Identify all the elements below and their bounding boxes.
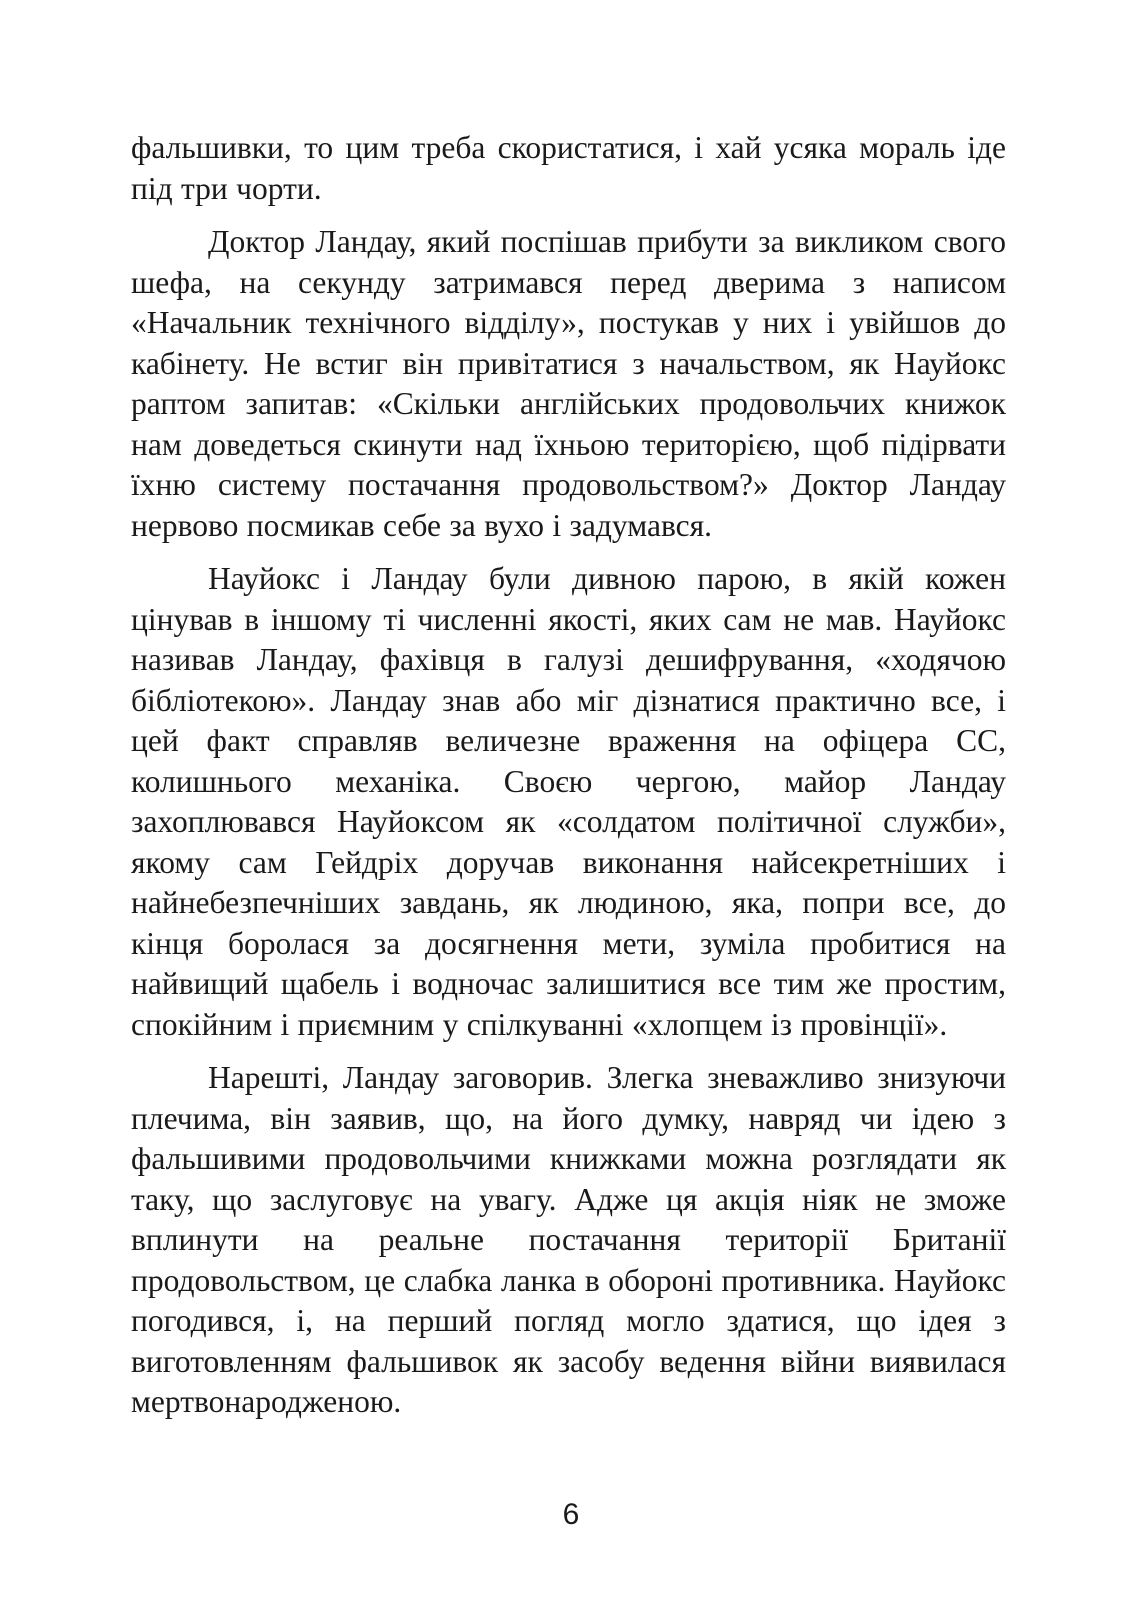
paragraph-naujocks-and-landau: Науйокс і Ландау були дивною парою, в якій кожен цінував в іншому ті численні якості, яких сам не мав. Науйокс називав Ландау, фахівця в галузі дешифрування, «ходячою бібліотекою». Ландау знав або міг дізнатися практично все, і цей факт справляв величезне враження на офіцера СС, колишнього механіка. Своєю чергою, майор Ландау захоплювався Науйоксом як «солдатом політичної служби», якому сам Гейдріх доручав виконання найсекретніших і найнебезпечніших завдань, як людиною, яка, попри все, до кінця боролася за досягнення мети, зуміла пробитися на найвищий щабель і водночас залишитися все тим же простим, спокійним і приємним у спілкуванні «хлопцем із провінції». — [131, 561, 1006, 1042]
body-text — [131, 128, 1006, 1436]
paragraph-landau-speaks: Нарешті, Ландау заговорив. Злегка зневажливо знизуючи плечима, він заявив, що, на його думку, навряд чи ідею з фальшивими продовольчими книжками можна розглядати як таку, що заслуговує на увагу. Адже ця акція ніяк не зможе вплинути на реальне постачання території Британії продовольством, це слабка ланка в обороні противника. Науйокс погодився, і, на перший погляд могло здатися, що ідея з виготовленням фальшивок як засобу ведення війни виявилася мертвонародженою. — [131, 1060, 1006, 1419]
paragraph-continuation: фальшивки, то цим треба скористатися, і хай усяка мораль іде під три чорти. — [131, 130, 1006, 206]
paragraph-landau-arrives: Доктор Ландау, який поспішав прибути за викликом свого шефа, на секунду затримався перед дверима з написом «Начальник технічного відділу», постукав у них і увійшов до кабінету. Не встиг він привітатися з начальством, як Науйокс раптом запитав: «Скільки англійських продовольчих книжок нам доведеться скинути над їхньою територією, щоб підірвати їхню систему постачання продовольством?» Доктор Ландау нервово посмикав себе за вухо і задумався. — [131, 224, 1006, 543]
page-number: 6 — [562, 1498, 580, 1531]
